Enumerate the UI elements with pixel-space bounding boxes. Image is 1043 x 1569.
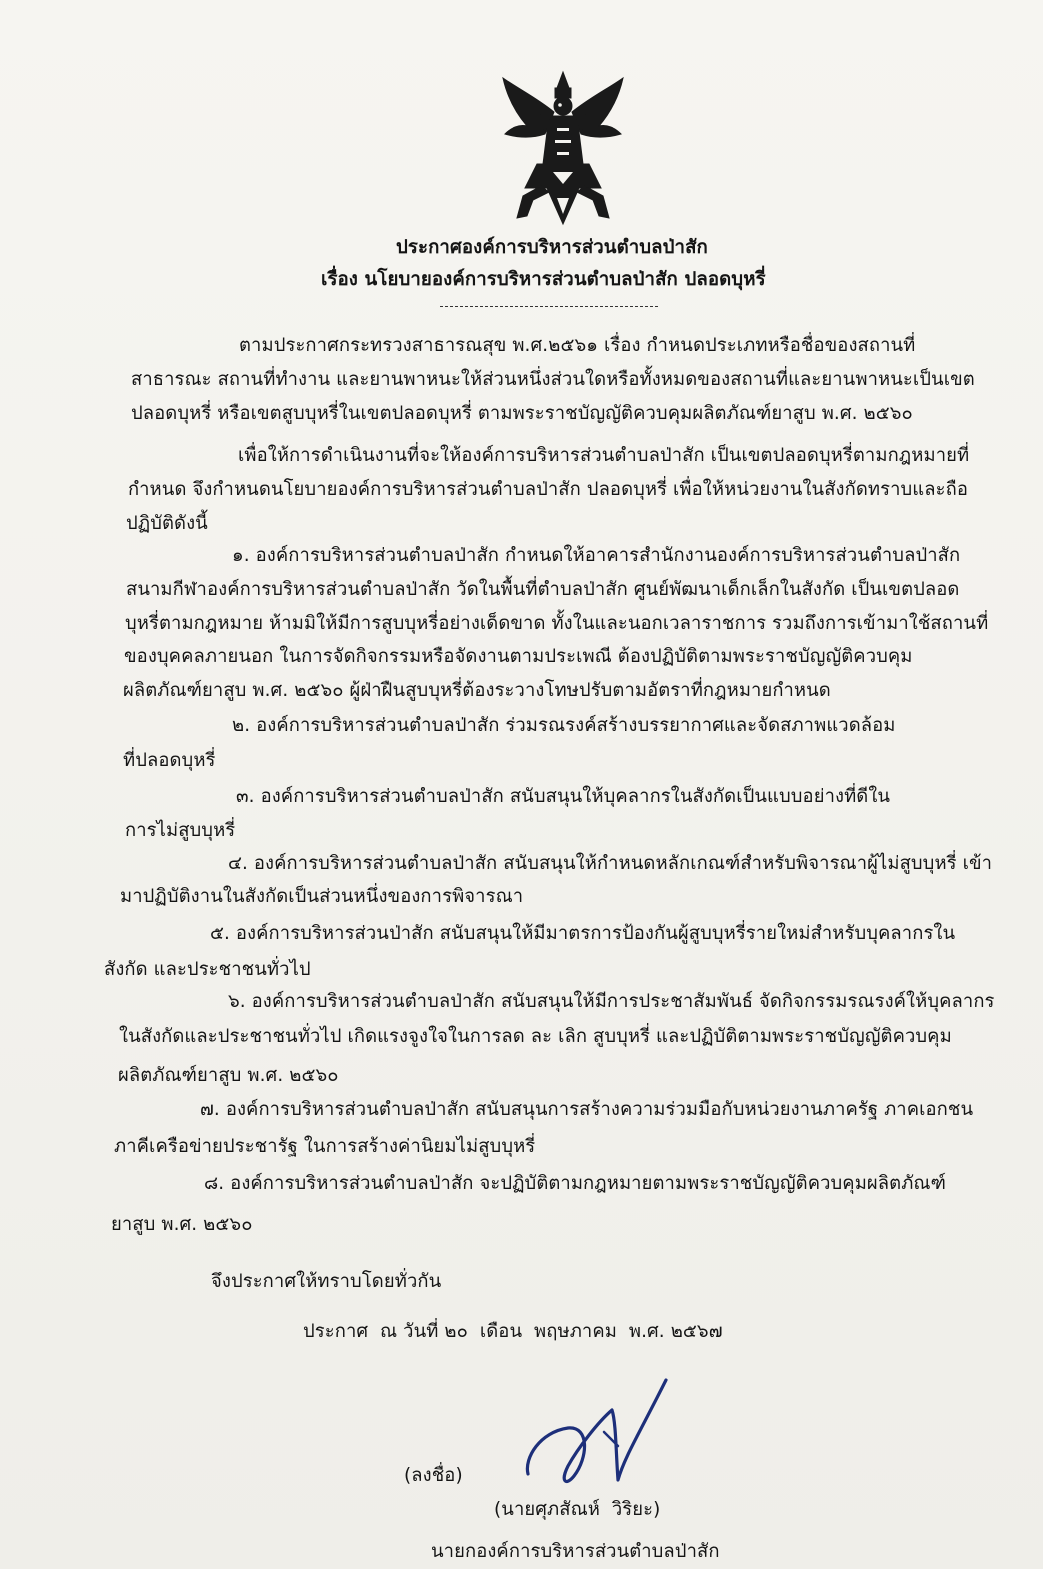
purpose-line-2: กำหนด จึงกำหนดนโยบายองค์การบริหารส่วนตำบลป่าสัก ปลอดบุหรี่ เพื่อให้หน่วยงานในสังกัดทราบและถือ bbox=[128, 479, 968, 500]
purpose-line-1: เพื่อให้การดำเนินงานที่จะให้องค์การบริหารส่วนตำบลป่าสัก เป็นเขตปลอดบุหรี่ตามกฎหมายที่ bbox=[238, 445, 970, 466]
item-1-line-5: ผลิตภัณฑ์ยาสูบ พ.ศ. ๒๕๖๐ ผู้ฝ่าฝืนสูบบุหรี่ต้องระวางโทษปรับตามอัตราที่กฎหมายกำหนด bbox=[123, 680, 831, 701]
item-8-line-1: ๘. องค์การบริหารส่วนตำบลป่าสัก จะปฏิบัติตามกฎหมายตามพระราชบัญญัติควบคุมผลิตภัณฑ์ bbox=[204, 1173, 946, 1194]
purpose-line-3: ปฏิบัติดังนี้ bbox=[126, 513, 208, 534]
closing-statement: จึงประกาศให้ทราบโดยทั่วกัน bbox=[211, 1271, 442, 1292]
item-6-line-3: ผลิตภัณฑ์ยาสูบ พ.ศ. ๒๕๖๐ bbox=[118, 1065, 339, 1086]
garuda-emblem bbox=[497, 68, 629, 228]
item-1-line-2: สนามกีฬาองค์การบริหารส่วนตำบลป่าสัก วัดในพื้นที่ตำบลป่าสัก ศูนย์พัฒนาเด็กเล็กในสังกัด เป็นเขตปลอด bbox=[126, 579, 960, 600]
handwritten-signature bbox=[520, 1362, 680, 1502]
announcement-subject: เรื่อง นโยบายองค์การบริหารส่วนตำบลป่าสัก ปลอดบุหรี่ bbox=[321, 269, 766, 290]
intro-line-3: ปลอดบุหรี่ หรือเขตสูบบุหรี่ในเขตปลอดบุหรี่ ตามพระราชบัญญัติควบคุมผลิตภัณฑ์ยาสูบ พ.ศ. ๒๕๖๐ bbox=[131, 403, 913, 424]
intro-line-2: สาธารณะ สถานที่ทำงาน และยานพาหนะให้ส่วนหนึ่งส่วนใดหรือทั้งหมดของสถานที่และยานพาหนะเป็นเขต bbox=[131, 369, 975, 390]
item-6-line-1: ๖. องค์การบริหารส่วนตำบลป่าสัก สนับสนุนให้มีการประชาสัมพันธ์ จัดกิจกรรมรณรงค์ให้บุคลากร bbox=[228, 991, 995, 1012]
signed-label: (ลงชื่อ) bbox=[404, 1465, 463, 1486]
intro-line-1: ตามประกาศกระทรวงสาธารณสุข พ.ศ.๒๕๖๑ เรื่อง กำหนดประเภทหรือชื่อของสถานที่ bbox=[239, 335, 916, 356]
item-5-line-1: ๕. องค์การบริหารส่วนป่าสัก สนับสนุนให้มีมาตรการป้องกันผู้สูบบุหรี่รายใหม่สำหรับบุคลากรใน bbox=[210, 923, 956, 944]
item-3-line-2: การไม่สูบบุหรี่ bbox=[125, 820, 236, 841]
item-2-line-1: ๒. องค์การบริหารส่วนตำบลป่าสัก ร่วมรณรงค์สร้างบรรยากาศและจัดสภาพแวดล้อม bbox=[232, 715, 896, 736]
signatory-position: นายกองค์การบริหารส่วนตำบลป่าสัก bbox=[431, 1541, 720, 1562]
item-1-line-3: บุหรี่ตามกฎหมาย ห้ามมิให้มีการสูบบุหรี่อย่างเด็ดขาด ทั้งในและนอกเวลาราชการ รวมถึงการเข้ามาใช้สถานที่ bbox=[125, 613, 989, 634]
title-divider bbox=[440, 306, 658, 307]
item-4-line-1: ๔. องค์การบริหารส่วนตำบลป่าสัก สนับสนุนให้กำหนดหลักเกณฑ์สำหรับพิจารณาผู้ไม่สูบบุหรี่ เข้า bbox=[228, 853, 993, 874]
announcement-title: ประกาศองค์การบริหารส่วนตำบลป่าสัก bbox=[396, 237, 708, 258]
item-7-line-2: ภาคีเครือข่ายประชารัฐ ในการสร้างค่านิยมไม่สูบบุหรี่ bbox=[114, 1136, 536, 1157]
item-1-line-4: ของบุคคลภายนอก ในการจัดกิจกรรมหรือจัดงานตามประเพณี ต้องปฏิบัติตามพระราชบัญญัติควบคุม bbox=[124, 646, 913, 667]
signatory-name: (นายศุภสัณห์ วิริยะ) bbox=[494, 1499, 661, 1520]
item-6-line-2: ในสังกัดและประชาชนทั่วไป เกิดแรงจูงใจในการลด ละ เลิก สูบบุหรี่ และปฏิบัติตามพระราชบัญญัติควบคุม bbox=[119, 1026, 952, 1047]
item-8-line-2: ยาสูบ พ.ศ. ๒๕๖๐ bbox=[111, 1214, 253, 1235]
item-3-line-1: ๓. องค์การบริหารส่วนตำบลป่าสัก สนับสนุนให้บุคลากรในสังกัดเป็นแบบอย่างที่ดีใน bbox=[236, 786, 891, 807]
announcement-date: ประกาศ ณ วันที่ ๒๐ เดือน พฤษภาคม พ.ศ. ๒๕๖๗ bbox=[303, 1321, 723, 1342]
item-7-line-1: ๗. องค์การบริหารส่วนตำบลป่าสัก สนับสนุนการสร้างความร่วมมือกับหน่วยงานภาครัฐ ภาคเอกชน bbox=[200, 1099, 974, 1120]
item-1-line-1: ๑. องค์การบริหารส่วนตำบลป่าสัก กำหนดให้อาคารสำนักงานองค์การบริหารส่วนตำบลป่าสัก bbox=[232, 545, 961, 566]
item-2-line-2: ที่ปลอดบุหรี่ bbox=[123, 750, 216, 771]
item-5-line-2: สังกัด และประชาชนทั่วไป bbox=[104, 959, 311, 980]
item-4-line-2: มาปฏิบัติงานในสังกัดเป็นส่วนหนึ่งของการพิจารณา bbox=[120, 886, 524, 907]
